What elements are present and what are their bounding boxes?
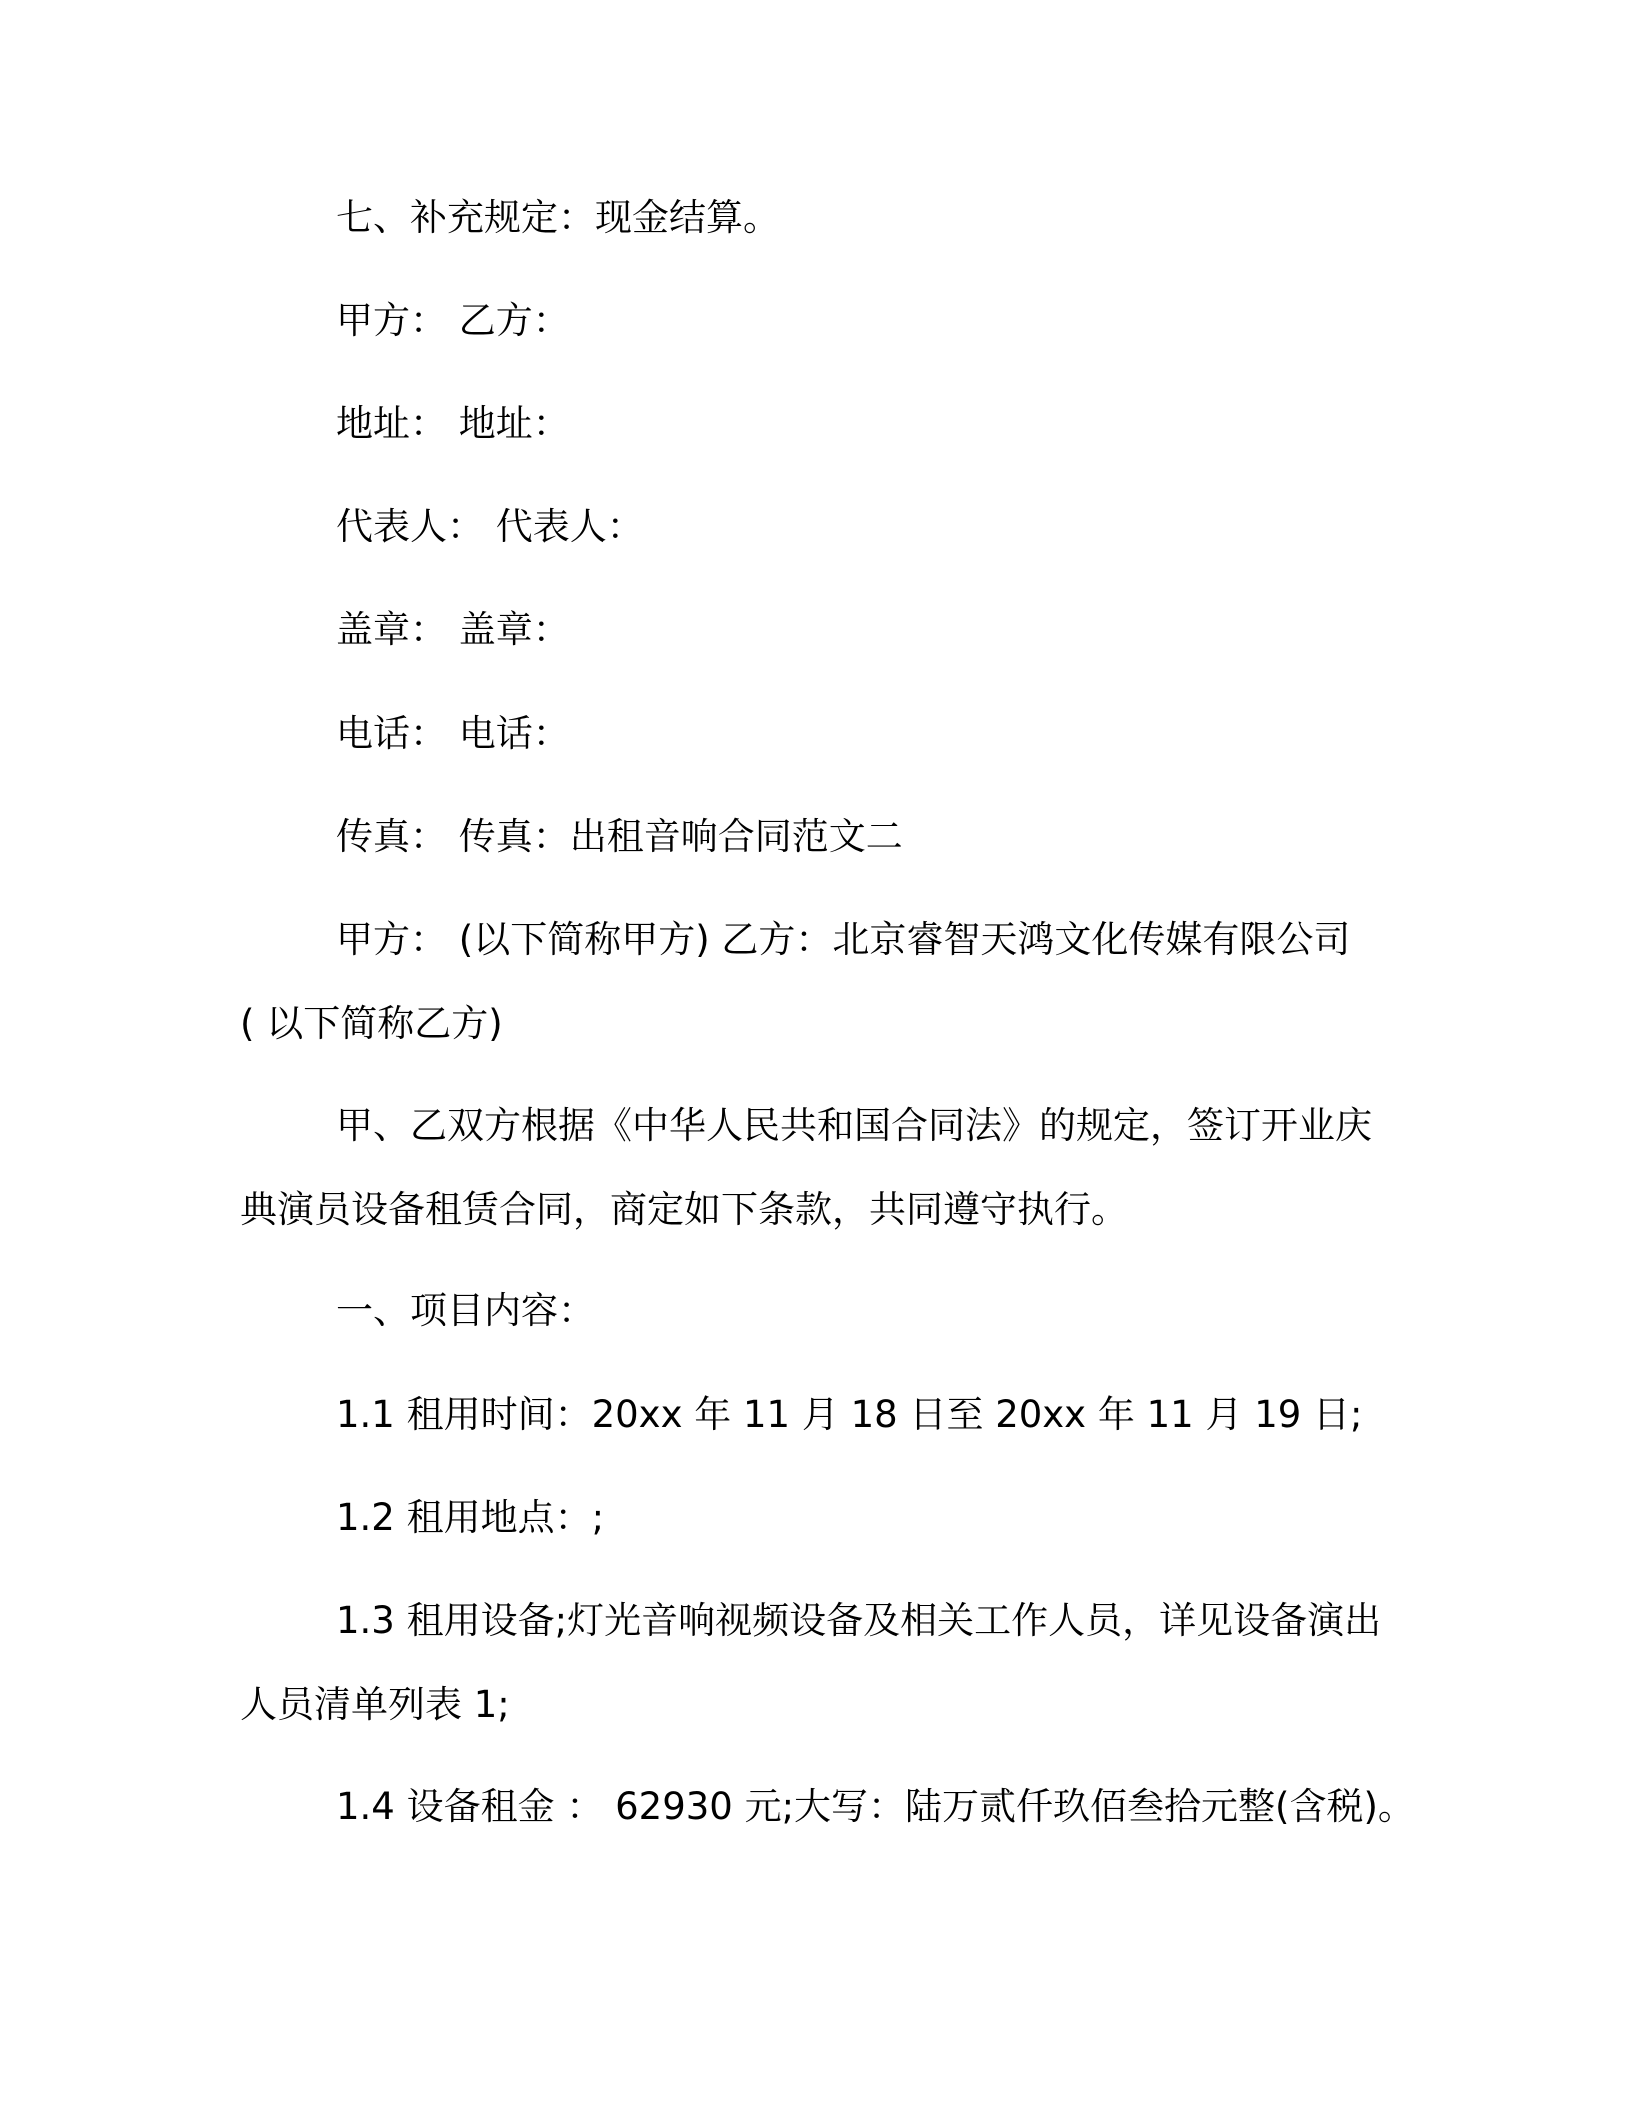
text-line: 1.1 租用时间：20xx 年 11 月 18 日至 20xx 年 11 月 19 日; bbox=[336, 1393, 1363, 1436]
text-line: 地址： 地址： bbox=[336, 402, 570, 445]
text-line: 1.3 租用设备;灯光音响视频设备及相关工作人员，详见设备演出 bbox=[336, 1599, 1382, 1642]
clause-1-1-rental-time bbox=[240, 1393, 1395, 1436]
text-line: 1.2 租用地点：; bbox=[336, 1496, 605, 1539]
text-line: 甲方： 乙方： bbox=[336, 299, 570, 342]
text-line: 盖章： 盖章： bbox=[336, 608, 570, 651]
text-line: 人员清单列表 1; bbox=[240, 1683, 510, 1726]
paragraph-fax bbox=[240, 815, 1395, 858]
clause-1-3-rental-equipment bbox=[240, 1599, 1395, 1726]
text-line: 代表人： 代表人： bbox=[336, 505, 644, 548]
paragraph-preamble bbox=[240, 1104, 1395, 1231]
text-line: 电话： 电话： bbox=[336, 712, 570, 755]
text-line: 甲方： (以下简称甲方) 乙方：北京睿智天鸿文化传媒有限公司 bbox=[336, 918, 1351, 961]
text-line: 甲、乙双方根据《中华人民共和国合同法》的规定，签订开业庆 bbox=[336, 1104, 1372, 1147]
section-heading-project-content bbox=[240, 1289, 1395, 1332]
paragraph-parties bbox=[240, 299, 1395, 342]
text-line: 1.4 设备租金 ： 62930 元;大写：陆万贰仟玖佰叁拾元整(含税)。 bbox=[336, 1785, 1415, 1828]
clause-1-2-rental-location bbox=[240, 1496, 1395, 1539]
paragraph-seal bbox=[240, 608, 1395, 651]
text-line: ( 以下简称乙方) bbox=[240, 1002, 503, 1045]
paragraph-supplementary-rule bbox=[240, 196, 1395, 239]
paragraph-representative bbox=[240, 505, 1395, 548]
paragraph-phone bbox=[240, 712, 1395, 755]
paragraph-address bbox=[240, 402, 1395, 445]
clause-1-4-equipment-rent bbox=[240, 1785, 1415, 1828]
text-line: 传真： 传真：出租音响合同范文二 bbox=[336, 815, 903, 858]
text-line: 典演员设备租赁合同，商定如下条款，共同遵守执行。 bbox=[240, 1188, 1128, 1231]
paragraph-party-definitions bbox=[240, 918, 1395, 1045]
text-line: 七、补充规定：现金结算。 bbox=[336, 196, 780, 239]
text-line: 一、项目内容： bbox=[336, 1289, 595, 1332]
